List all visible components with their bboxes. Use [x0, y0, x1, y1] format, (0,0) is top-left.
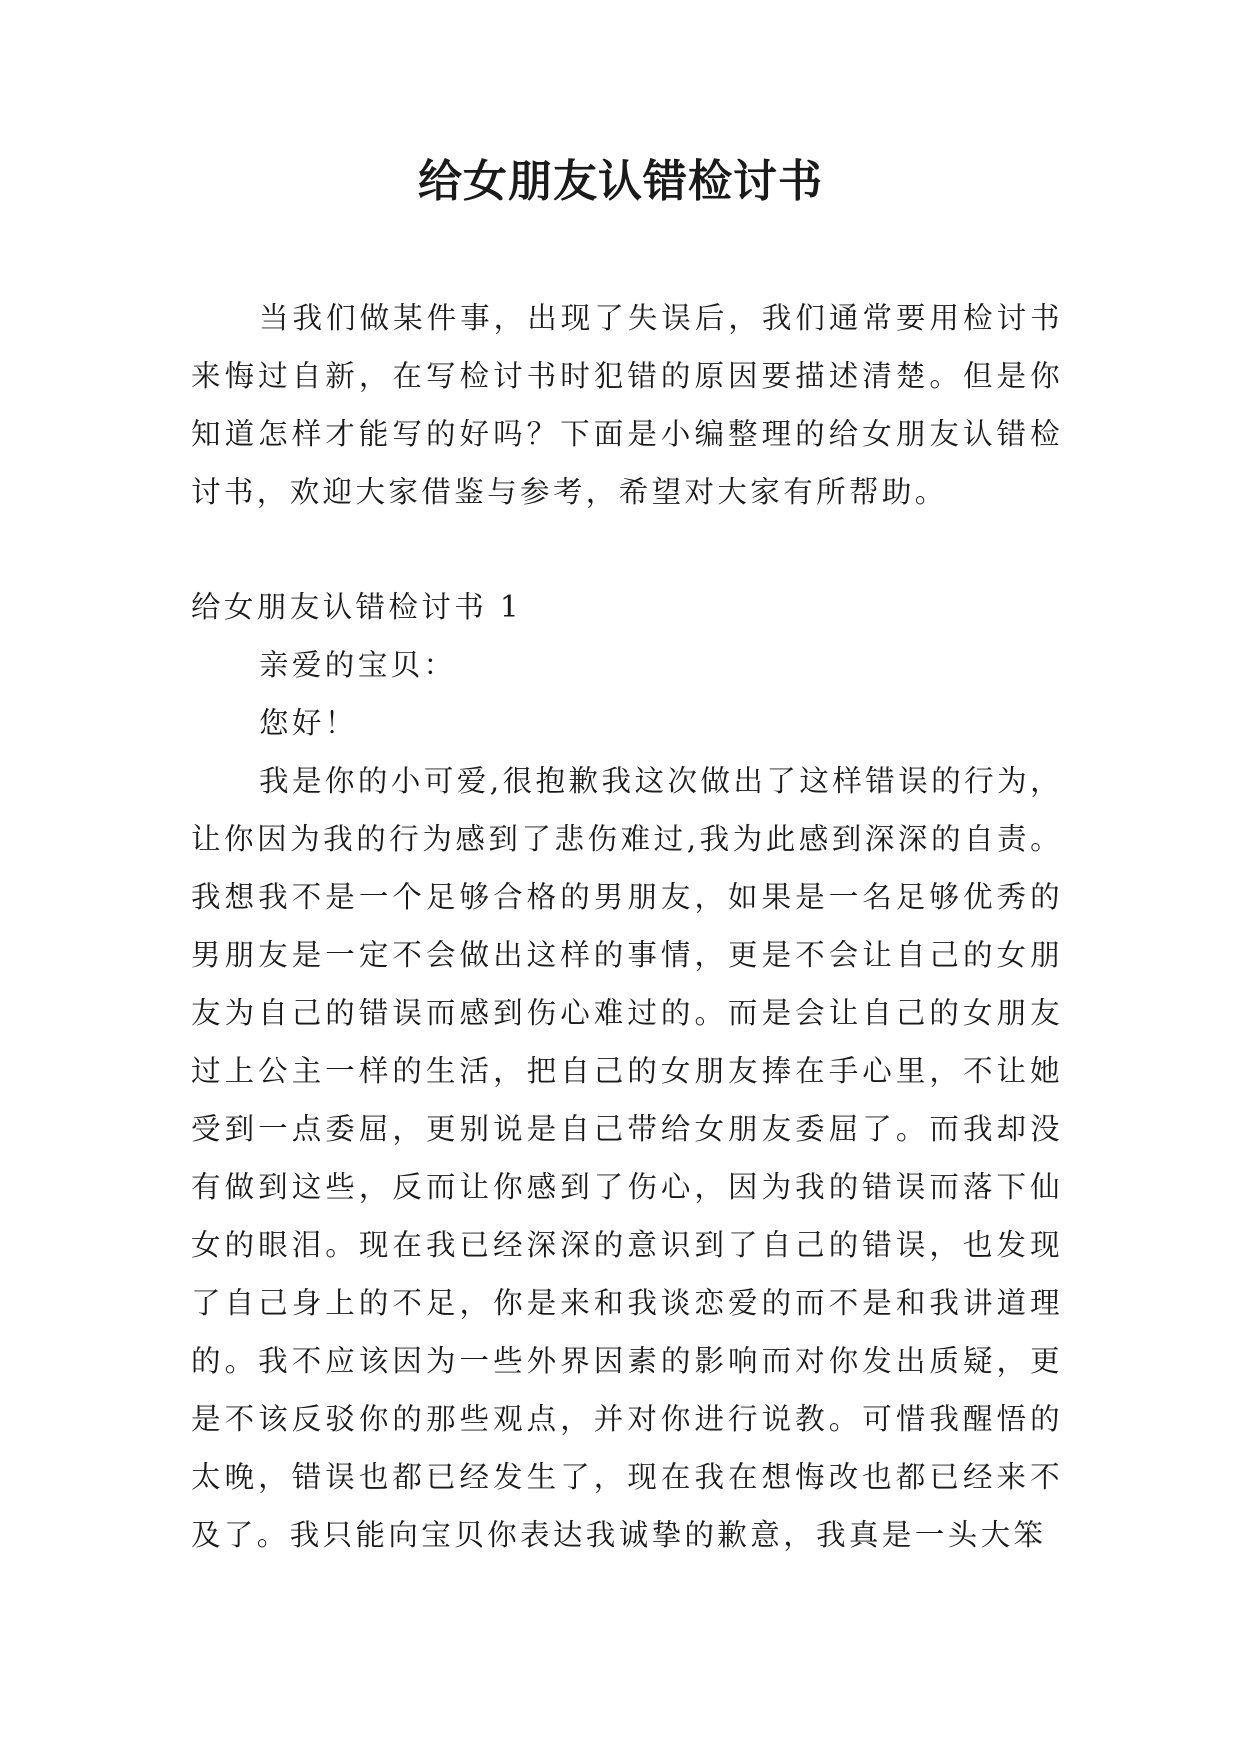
greeting: 您好！ — [259, 706, 358, 740]
intro-paragraph: 当我们做某件事，出现了失误后，我们通常要用检讨书来悔过自新，在写检讨书时犯错的原因要描述清楚。但是你知道怎样才能写的好吗？下面是小编整理的给女朋友认错检讨书，欢迎大家借鉴与参考，希望对大家有所帮助。 — [191, 301, 1063, 509]
section-heading: 给女朋友认错检讨书 1 — [191, 590, 523, 624]
document-title: 给女朋友认错检讨书 — [418, 156, 823, 207]
salutation: 亲爱的宝贝： — [259, 648, 457, 682]
letter-body-paragraph: 我是你的小可爱,很抱歉我这次做出了这样错误的行为，让你因为我的行为感到了悲伤难过,我为此感到深深的自责。我想我不是一个足够合格的男朋友，如果是一名足够优秀的男朋友是一定不会做出这样的事情，更是不会让自己的女朋友为自己的错误而感到伤心难过的。而是会让自己的女朋友过上公主一样的生活，把自己的女朋友捧在手心里，不让她受到一点委屈，更别说是自己带给女朋友委屈了。而我却没有做到这些，反而让你感到了伤心，因为我的错误而落下仙女的眼泪。现在我已经深深的意识到了自己的错误，也发现了自己身上的不足，你是来和我谈恋爱的而不是和我讲道理的。我不应该因为一些外界因素的影响而对你发出质疑，更是不该反驳你的那些观点，并对你进行说教。可惜我醒悟的太晚，错误也都已经发生了，现在我在想悔改也都已经来不及了。我只能向宝贝你表达我诚挚的歉意，我真是一头大笨 — [191, 764, 1063, 1552]
